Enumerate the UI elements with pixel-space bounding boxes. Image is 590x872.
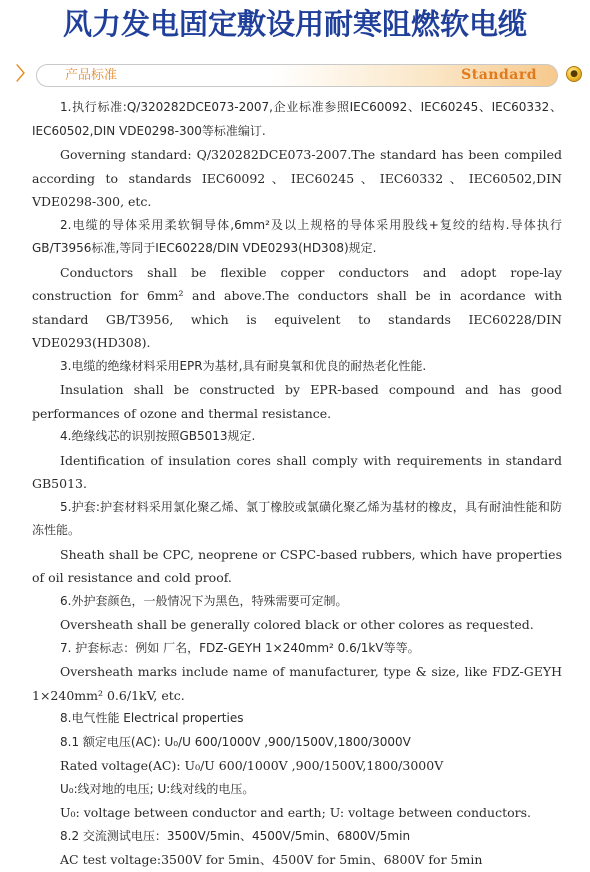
- paragraph: Rated voltage(AC): U₀/U 600/1000V ,900/1500V,1800/3000V: [60, 758, 444, 773]
- page-title: 风力发电固定敷设用耐寒阻燃软电缆: [62, 7, 527, 41]
- paragraph: 1.执行标准:Q/320282DCE073-2007,企业标准参照IEC60092、IEC60245、IEC60332、IEC60502,DIN VDE0298-300等标准编订.: [32, 100, 562, 138]
- paragraph: U₀: voltage between conductor and earth; U: voltage between conductors.: [60, 805, 531, 820]
- section-header-pill: [36, 64, 558, 87]
- paragraph: 7. 护套标志：例如 厂名，FDZ-GEYH 1×240mm² 0.6/1kV等等。: [60, 640, 420, 655]
- paragraph: 8.1 额定电压(AC): U₀/U 600/1000V ,900/1500V,1800/3000V: [60, 734, 411, 749]
- paragraph: 5.护套:护套材料采用氯化聚乙烯、氯丁橡胶或氯磺化聚乙烯为基材的橡皮，具有耐油性能和防冻性能。: [32, 499, 562, 537]
- paragraph: Oversheath shall be generally colored black or other colores as requested.: [60, 617, 534, 632]
- section-header: [14, 64, 584, 88]
- paragraph: Sheath shall be CPC, neoprene or CSPC-based rubbers, which have properties of oil resistance and cold proof.: [32, 546, 562, 585]
- section-label: 产品标准: [65, 68, 118, 83]
- paragraph: Governing standard: Q/320282DCE073-2007.The standard has been compiled according to standards IEC60092、IEC60245、IEC60332、IEC60502,DIN VDE0298-300, etc.: [32, 147, 562, 209]
- paragraph: Oversheath marks include name of manufacturer, type & size, like FDZ-GEYH 1×240mm² 0.6/1kV, etc.: [32, 664, 562, 703]
- section-label-en: Standard: [461, 67, 537, 83]
- gold-badge-icon: ●: [566, 66, 582, 82]
- paragraph: U₀:线对地的电压; U:线对线的电压。: [60, 781, 255, 796]
- paragraph: 8.电气性能 Electrical properties: [60, 711, 244, 725]
- paragraph: 2.电缆的导体采用柔软铜导体,6mm²及以上规格的导体采用股线+复绞的结构.导体执行GB/T3956标准,等同于IEC60228/DIN VDE0293(HD308)规定.: [32, 217, 562, 255]
- chevron-right-icon: 〉: [16, 64, 34, 85]
- paragraph: 3.电缆的绝缘材料采用EPR为基材,具有耐臭氧和优良的耐热老化性能.: [60, 358, 427, 373]
- paragraph: 4.绝缘线芯的识别按照GB5013规定.: [60, 429, 256, 443]
- paragraph: Conductors shall be flexible copper conductors and adopt rope-lay construction for 6mm² and above.The conductors shall be in acordance with standard GB/T3956, which is equivelent to standards IEC60228/DIN VDE0293(HD308).: [32, 264, 562, 350]
- paragraph: 8.2 交流测试电压：3500V/5min、4500V/5min、6800V/5min: [60, 828, 411, 843]
- paragraph: AC test voltage:3500V for 5min、4500V for 5min、6800V for 5min: [60, 852, 483, 867]
- paragraph: Identification of insulation cores shall comply with requirements in standard GB5013.: [32, 452, 562, 491]
- paragraph: 6.外护套颜色，一般情况下为黑色，特殊需要可定制。: [60, 593, 348, 608]
- document-body: [32, 96, 562, 872]
- paragraph: Insulation shall be constructed by EPR-based compound and has good performances of ozone and thermal resistance.: [32, 382, 562, 421]
